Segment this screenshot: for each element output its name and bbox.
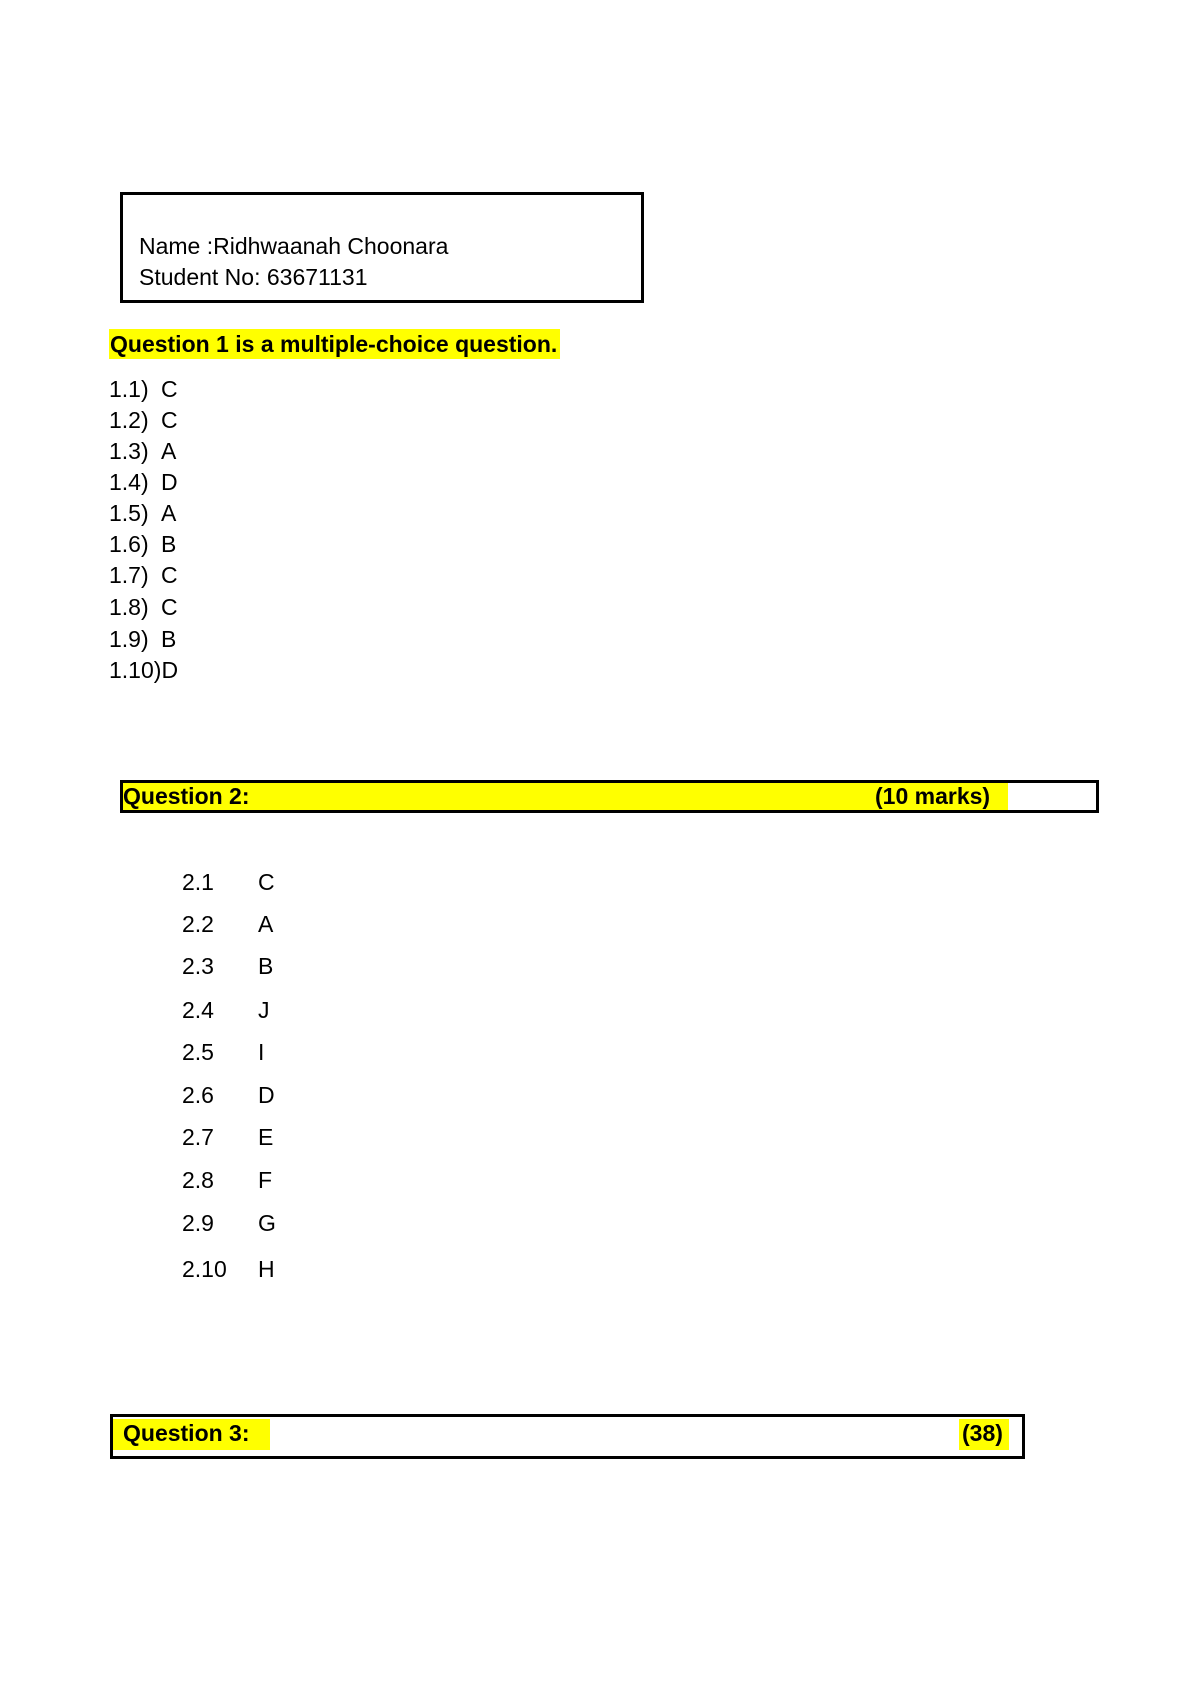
q2-answer-letter: G [258, 1210, 276, 1236]
question1-answer-list [109, 374, 178, 686]
q1-answer-letter: C [161, 594, 178, 620]
student-info-box [120, 192, 644, 303]
q2-answer-row [182, 951, 273, 981]
q2-answer-row [182, 1080, 275, 1110]
q1-answer-row [109, 560, 178, 591]
question2-header [120, 780, 1099, 813]
q1-answer-number: 1.10) [109, 657, 162, 683]
student-number: Student No: 63671131 [139, 264, 368, 290]
q2-answer-letter: C [258, 869, 275, 895]
q1-answer-row [109, 591, 178, 624]
q1-answer-row [109, 467, 178, 498]
q1-answer-number: 1.1) [109, 376, 149, 402]
q1-answer-number: 1.8) [109, 594, 149, 620]
q2-answer-row [182, 867, 275, 897]
q1-answer-letter: C [161, 376, 178, 402]
q1-answer-letter: A [161, 438, 177, 464]
q1-answer-number: 1.2) [109, 407, 149, 433]
q2-answer-number: 2.5 [182, 1039, 214, 1065]
q2-answer-letter: H [258, 1256, 275, 1282]
q1-answer-letter: C [161, 562, 178, 588]
q1-answer-number: 1.6) [109, 531, 149, 557]
q1-answer-number: 1.3) [109, 438, 149, 464]
q1-answer-row [109, 624, 178, 655]
q2-answer-letter: I [258, 1039, 265, 1065]
question3-title: Question 3: [123, 1420, 250, 1446]
question2-marks: (10 marks) [875, 783, 991, 809]
q1-answer-row [109, 655, 178, 686]
question3-marks: (38) [962, 1420, 1003, 1446]
q2-answer-letter: J [258, 997, 270, 1023]
q2-answer-number: 2.4 [182, 997, 214, 1023]
q2-answer-letter: D [258, 1082, 275, 1108]
q1-answer-row [109, 529, 178, 560]
q2-answer-number: 2.3 [182, 953, 214, 979]
q1-answer-number: 1.5) [109, 500, 149, 526]
q2-answer-number: 2.1 [182, 869, 214, 895]
question1-heading: Question 1 is a multiple-choice question. [109, 329, 560, 359]
q2-answer-number: 2.2 [182, 911, 214, 937]
q2-answer-row [182, 1122, 273, 1152]
q2-answer-number: 2.6 [182, 1082, 214, 1108]
q2-answer-number: 2.7 [182, 1124, 214, 1150]
q1-answer-number: 1.4) [109, 469, 149, 495]
student-name: Name :Ridhwaanah Choonara [139, 233, 449, 259]
q1-answer-row [109, 405, 178, 436]
q2-answer-letter: A [258, 911, 274, 937]
q1-answer-letter: B [161, 626, 177, 652]
question2-title: Question 2: [123, 783, 250, 809]
q2-answer-row [182, 909, 273, 939]
q2-answer-number: 2.10 [182, 1256, 227, 1282]
q2-answer-row [182, 1254, 275, 1284]
q2-answer-number: 2.9 [182, 1210, 214, 1236]
q1-answer-row [109, 436, 178, 467]
q2-answer-row [182, 1165, 272, 1195]
q2-answer-letter: F [258, 1167, 273, 1193]
q1-answer-letter: A [161, 500, 177, 526]
q1-answer-row [109, 374, 178, 405]
q1-answer-letter: B [161, 531, 177, 557]
q2-answer-row [182, 995, 270, 1025]
q1-answer-letter: C [161, 407, 178, 433]
q2-answer-letter: E [258, 1124, 274, 1150]
q2-answer-row [182, 1037, 264, 1067]
q1-answer-letter: D [161, 469, 178, 495]
q1-answer-letter: D [161, 657, 179, 683]
q2-answer-letter: B [258, 953, 274, 979]
q1-answer-number: 1.9) [109, 626, 149, 652]
q2-answer-row [182, 1208, 276, 1238]
q2-answer-number: 2.8 [182, 1167, 214, 1193]
q1-answer-row [109, 498, 178, 529]
question3-header [110, 1414, 1025, 1459]
q1-answer-number: 1.7) [109, 562, 149, 588]
